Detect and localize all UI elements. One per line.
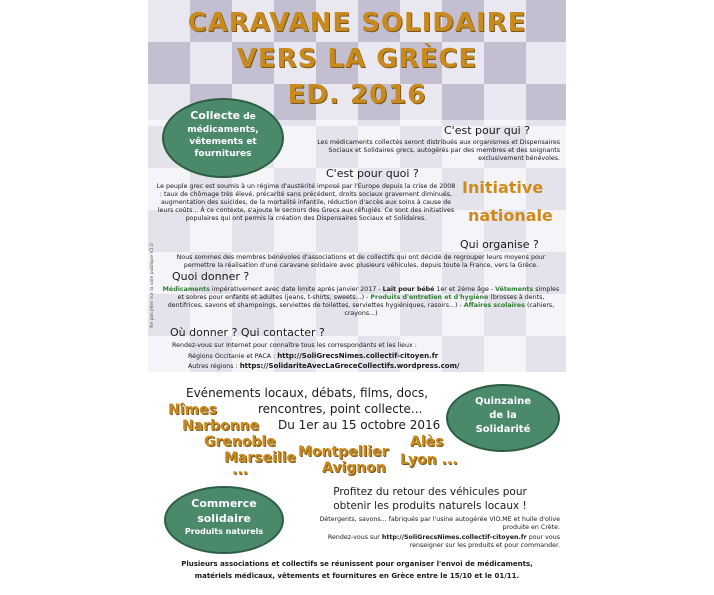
item-produits: Produits d'entretien et d'hygiène (370, 294, 489, 302)
pour-qui-body: Les médicaments collectés seront distribués aux organismes et Dispensaires Sociaux et Solidaires grecs, autogérés par des membres et des soignants exclusivement bénévoles. (317, 139, 560, 163)
item-produits-text: (brosses à dents, dentifrices, savons et shampoings, serviettes de toilettes, serviettes hygiéniques, rasoirs...) - (167, 294, 545, 310)
footer-line-2: matériels médicaux, vêtements et fournitures en Grèce entre le 15/10 et le 01/11. (194, 572, 520, 580)
profitez-line-1: Profitez du retour des véhicules pour (333, 486, 527, 498)
quinzaine-line-1: Quinzaine (474, 396, 532, 407)
events-line-1: Evénements locaux, débats, films, docs, (186, 386, 429, 400)
section-separator (148, 372, 566, 378)
item-medicaments: Médicaments (162, 286, 210, 293)
region-1-link[interactable]: http://SoliGrecsNimes.collectif-citoyen.fr (277, 352, 439, 360)
profitez-link[interactable]: http://SoliGrecsNimes.collectif-citoyen.fr (381, 534, 527, 541)
item-scolaires: Affaires scolaires (463, 302, 525, 310)
quoi-donner-body (162, 286, 560, 318)
region-2-label: Autres régions : (188, 363, 240, 370)
city-ales: Alès (410, 434, 444, 450)
city-nimes: Nîmes (168, 402, 217, 418)
title-line-1: CARAVANE SOLIDAIRE (187, 8, 527, 38)
region-2-link[interactable]: https://SolidariteAvecLaGreceCollectifs.wordpress.com/ (239, 362, 460, 370)
city-avignon: Avignon (322, 460, 386, 476)
item-lait-text: 1er et 2ème âge - (434, 286, 496, 293)
item-lait: Lait pour bébé (382, 286, 435, 293)
side-note: Ne pas jeter sur la voie publique V2.0 (150, 243, 156, 328)
ou-donner-intro: Rendez-vous sur Internet pour connaître tous les correspondants et les lieux : (172, 342, 417, 349)
commerce-line-3: Produits naturels (184, 527, 264, 536)
city-lyon: Lyon ... (400, 452, 458, 468)
collecte-bubble (162, 98, 284, 178)
ou-donner-region-2 (188, 362, 558, 371)
city-narbonne: Narbonne (182, 418, 260, 434)
quoi-donner-heading: Quoi donner ? (172, 270, 250, 283)
ou-donner-region-1 (188, 352, 558, 361)
item-medicaments-text: impérativement avec date limite après janvier 2017 - (209, 286, 383, 293)
collecte-line-4: fournitures (194, 149, 252, 159)
quinzaine-line-3: Solidarité (475, 424, 531, 435)
region-1-label: Régions Occitanie et PACA : (188, 353, 278, 360)
profitez-line-2: obtenir les produits naturels locaux ! (333, 500, 527, 512)
title-line-3: ED. 2016 (287, 80, 427, 110)
pour-qui-heading: C'est pour qui ? (444, 124, 531, 137)
qui-organise-body: Nous sommes des membres bénévoles d'associations et de collectifs qui ont décidé de regrouper leurs moyens pour permettre la réalisation d'une caravane solidaire avec plusieurs véhicules, depuis toute la France, vers la Grèce. (176, 254, 546, 270)
profitez-body-2-intro: Rendez-vous sur (327, 534, 382, 541)
initiative-line-1: Initiative (462, 178, 544, 197)
pour-quoi-body: Le peuple grec est soumis à un régime d'austérité imposé par l'Europe depuis la crise de 2008 : taux de chômage très élevé, précarité sans précédent, droits sociaux gravement diminués, augmentation des suicides, de la mortalité infantile, réduction d'accès aux soins à cause de leurs coûts... À ce contexte, s'ajoute le secours des Grecs aux réfugiés. Ce sont des initiatives populaires qui ont permis la création des Dispensaires Sociaux et Solidaires. (156, 183, 456, 223)
collecte-line-3: vêtements et (189, 137, 257, 147)
profitez-body-1: Détergents, savons... fabriqués par l'usine autogérée VIO.ME et huile d'olive produite en Crète. (319, 516, 560, 532)
profitez-body-2-end: pour vous renseigner sur les produits et pour commander. (409, 534, 560, 550)
poster (148, 0, 566, 595)
city-marseille: Marseille (224, 450, 297, 466)
footer-line-1: Plusieurs associations et collectifs se réunissent pour organiser l'envoi de médicaments, (181, 560, 533, 568)
item-vetements: Vêtements (495, 286, 534, 293)
ou-donner-heading: Où donner ? Qui contacter ? (170, 326, 325, 339)
collecte-line-2: médicaments, (187, 125, 259, 135)
title-line-2: VERS LA GRÈCE (236, 44, 478, 74)
pour-quoi-heading: C'est pour quoi ? (326, 167, 419, 180)
collecte-de: de (240, 112, 256, 122)
commerce-line-1: Commerce (191, 497, 257, 510)
collecte-word: Collecte (190, 109, 241, 122)
city-etc: ... (232, 462, 248, 478)
commerce-line-2: solidaire (197, 512, 251, 525)
qui-organise-heading: Qui organise ? (460, 238, 539, 251)
item-scolaires-text: (cahiers, crayons...) (344, 302, 555, 318)
quinzaine-bubble (446, 384, 560, 452)
events-line-3: Du 1er au 15 octobre 2016 (278, 418, 441, 432)
initiative-line-2: nationale (468, 206, 553, 225)
item-vetements-text: simples et sobres pour enfants et adultes (jeans, t-shirts, sweets...) - (177, 286, 560, 302)
city-montpellier: Montpellier (298, 444, 389, 460)
commerce-bubble (164, 486, 284, 554)
quinzaine-line-2: de la (489, 410, 517, 421)
profitez-body-2 (302, 534, 560, 550)
events-line-2: rencontres, point collecte... (258, 402, 423, 416)
city-grenoble: Grenoble (204, 434, 276, 450)
